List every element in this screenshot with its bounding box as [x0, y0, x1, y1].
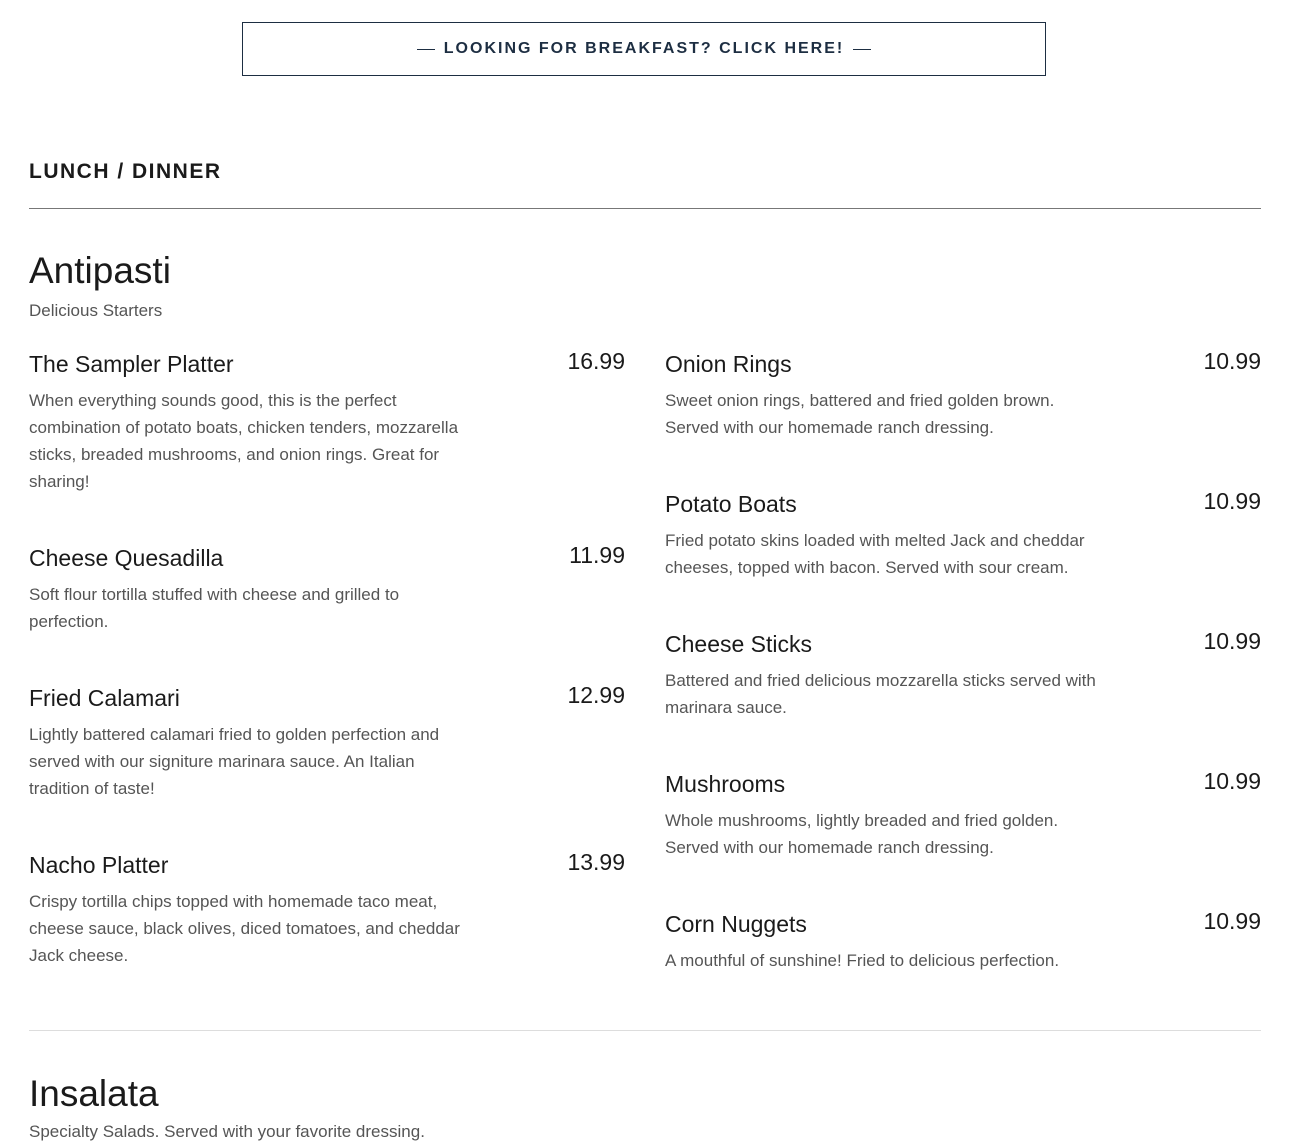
- item-description: Lightly battered calamari fried to golden perfection and served with our signiture marinara sauce. An Italian tradition of taste!: [29, 725, 440, 798]
- section-divider: [29, 1030, 1261, 1031]
- item-description: Crispy tortilla chips topped with homemade taco meat, cheese sauce, black olives, diced tomatoes, and cheddar Jack cheese.: [29, 892, 460, 965]
- item-price: 16.99: [567, 348, 625, 374]
- item-price: 10.99: [1203, 348, 1261, 374]
- menu-title: LUNCH / DINNER: [29, 160, 222, 183]
- item-name: Fried Calamari: [29, 685, 180, 711]
- item-price: 10.99: [1203, 488, 1261, 514]
- item-name: Cheese Quesadilla: [29, 545, 224, 571]
- item-price: 13.99: [567, 849, 625, 875]
- menu-item: [29, 682, 625, 815]
- item-name: The Sampler Platter: [29, 351, 234, 377]
- menu-item: [29, 849, 625, 982]
- item-price: 12.99: [567, 682, 625, 708]
- section-title-antipasti: Antipasti: [29, 250, 171, 291]
- item-description: When everything sounds good, this is the perfect combination of potato boats, chicken tenders, mozzarella sticks, breaded mushrooms, and onion rings. Great for sharing!: [29, 391, 459, 491]
- item-name: Onion Rings: [665, 351, 792, 377]
- section-subtitle-insalata: Specialty Salads. Served with your favorite dressing.: [29, 1122, 425, 1141]
- dash-right-icon: [853, 49, 871, 50]
- item-description: Whole mushrooms, lightly breaded and fried golden. Served with our homemade ranch dressing.: [665, 811, 1059, 857]
- item-name: Corn Nuggets: [665, 911, 807, 937]
- menu-item: [665, 908, 1261, 991]
- item-name: Mushrooms: [665, 771, 786, 797]
- dash-left-icon: [417, 49, 435, 50]
- item-description: Battered and fried delicious mozzarella sticks served with marinara sauce.: [665, 671, 1096, 717]
- section-title-insalata: Insalata: [29, 1073, 159, 1114]
- menu-item: [665, 488, 1261, 591]
- breakfast-menu-link[interactable]: [242, 22, 1046, 76]
- menu-item: [29, 348, 625, 501]
- item-price: 10.99: [1203, 768, 1261, 794]
- menu-item: [665, 768, 1261, 871]
- item-price: 10.99: [1203, 908, 1261, 934]
- menu-item: [29, 542, 625, 645]
- item-description: A mouthful of sunshine! Fried to delicious perfection.: [665, 951, 1060, 970]
- item-description: Soft flour tortilla stuffed with cheese and grilled to perfection.: [29, 585, 400, 631]
- item-name: Potato Boats: [665, 491, 797, 517]
- item-price: 11.99: [569, 542, 625, 568]
- item-name: Nacho Platter: [29, 852, 169, 878]
- item-name: Cheese Sticks: [665, 631, 813, 657]
- item-description: Sweet onion rings, battered and fried golden brown. Served with our homemade ranch dressing.: [665, 391, 1055, 437]
- menu-item: [665, 628, 1261, 731]
- section-subtitle-antipasti: Delicious Starters: [29, 301, 163, 320]
- menu-title-divider: [29, 208, 1261, 209]
- menu-item: [665, 348, 1261, 451]
- item-price: 10.99: [1203, 628, 1261, 654]
- item-description: Fried potato skins loaded with melted Jack and cheddar cheeses, topped with bacon. Served with sour cream.: [665, 531, 1085, 577]
- breakfast-link-label: LOOKING FOR BREAKFAST? CLICK HERE!: [443, 40, 845, 57]
